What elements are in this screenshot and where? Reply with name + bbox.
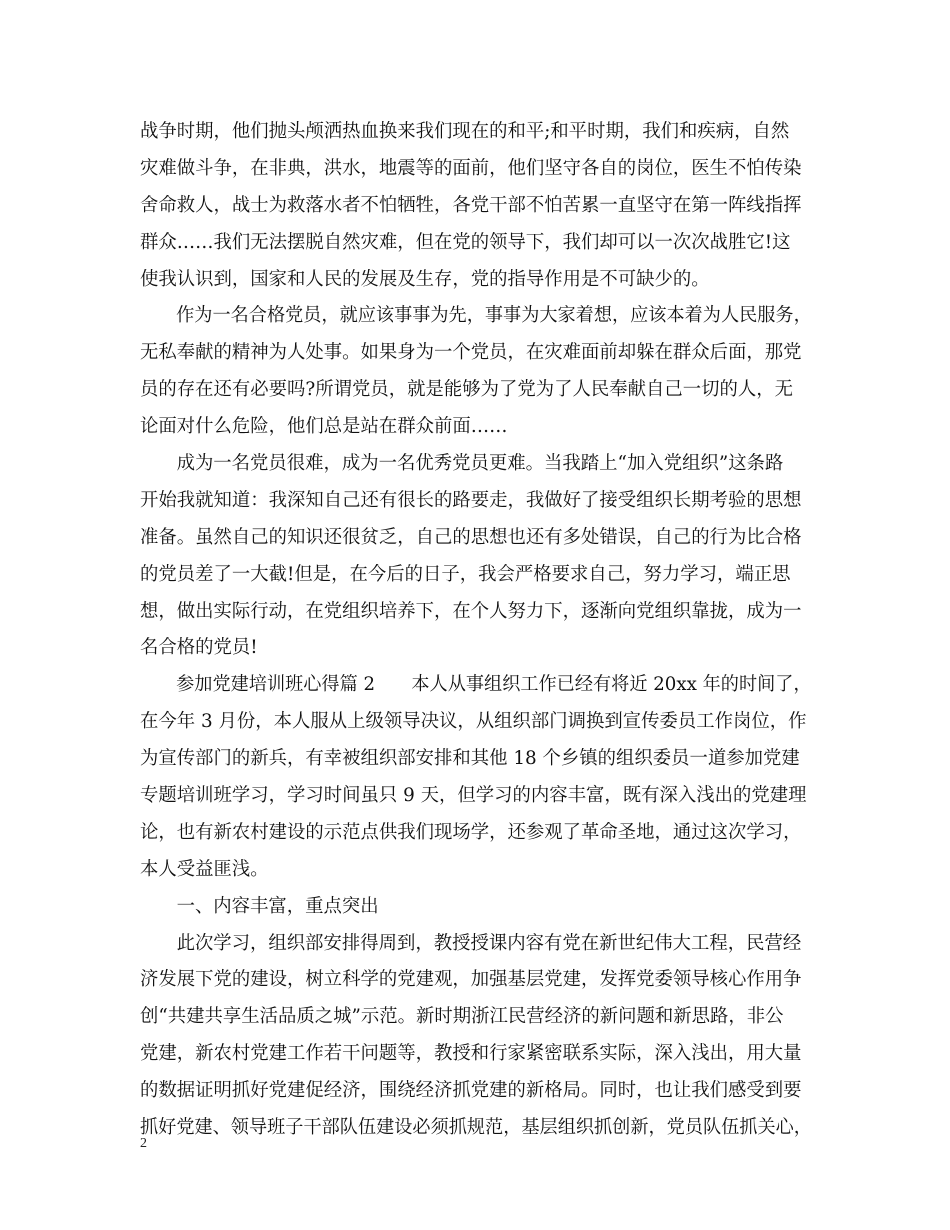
text-line: 战争时期，他们抛头颅洒热血换来我们现在的和平;和平时期，我们和疾病，自然 bbox=[140, 121, 790, 142]
text-line: 群众……我们无法摆脱自然灾难，但在党的领导下，我们却可以一次次战胜它!这 bbox=[140, 231, 791, 253]
text-line: 专题培训班学习，学习时间虽只 9 天，但学习的内容丰富，既有深入浅出的党建理 bbox=[140, 785, 807, 807]
text-line: 使我认识到，国家和人民的发展及生存，党的指导作用是不可缺少的。 bbox=[140, 268, 710, 290]
text-line: 创“共建共享生活品质之城”示范。新时期浙江民营经济的新问题和新思路，非公 bbox=[140, 1006, 784, 1028]
text-line: 作为一名合格党员，就应该事事为先，事事为大家着想，应该本着为人民服务， bbox=[176, 305, 812, 327]
text-line: 的数据证明抓好党建促经济，围绕经济抓党建的新格局。同时，也让我们感受到要 bbox=[140, 1080, 802, 1102]
text-line: 开始我就知道：我深知自己还有很长的路要走，我做好了接受组织长期考验的思想 bbox=[140, 489, 802, 511]
text-line: 论，也有新农村建设的示范点供我们现场学，还参观了革命圣地，通过这次学习， bbox=[140, 821, 802, 843]
text-line: 为宣传部门的新兵，有幸被组织部安排和其他 18 个乡镇的组织委员一道参加党建 bbox=[140, 748, 800, 770]
text-line: 准备。虽然自己的知识还很贫乏，自己的思想也还有多处错误，自己的行为比合格 bbox=[140, 526, 802, 548]
text-line: 名合格的党员! bbox=[140, 637, 258, 659]
text-line: 党建，新农村党建工作若干问题等，教授和行家紧密联系实际，深入浅出，用大量 bbox=[140, 1043, 802, 1065]
text-line: 员的存在还有必要吗?所谓党员，就是能够为了党为了人民奉献自己一切的人，无 bbox=[140, 379, 793, 401]
text-line: 本人受益匪浅。 bbox=[140, 858, 269, 880]
text-line: 在今年 3 月份，本人服从上级领导决议，从组织部门调换到宣传委员工作岗位，作 bbox=[140, 711, 807, 733]
text-line: 舍命救人，战士为救落水者不怕牺牲，各党干部不怕苦累一直坚守在第一阵线指挥 bbox=[140, 194, 802, 216]
text-line: 此次学习，组织部安排得周到，教授授课内容有党在新世纪伟大工程，民营经 bbox=[176, 932, 802, 954]
text-line: 济发展下党的建设，树立科学的党建观，加强基层党建，发挥党委领导核心作用争 bbox=[140, 969, 802, 991]
body-text bbox=[140, 114, 820, 1147]
text-line: 一、内容丰富，重点突出 bbox=[176, 895, 379, 917]
text-line: 灾难做斗争，在非典，洪水，地震等的面前，他们坚守各自的岗位，医生不怕传染 bbox=[140, 157, 802, 179]
text-line: 论面对什么危险，他们总是站在群众前面…… bbox=[140, 416, 508, 438]
page-number: 2 bbox=[140, 1136, 147, 1151]
text-line: 抓好党建、领导班子干部队伍建设必须抓规范，基层组织抓创新，党员队伍抓关心， bbox=[140, 1117, 812, 1139]
text-line: 参加党建培训班心得篇 2 本人从事组织工作已经有将近 20xx 年的时间了， bbox=[176, 674, 812, 696]
text-line: 的党员差了一大截!但是，在今后的日子，我会严格要求自己，努力学习，端正思 bbox=[140, 563, 791, 585]
text-line: 无私奉献的精神为人处事。如果身为一个党员，在灾难面前却躲在群众后面，那党 bbox=[140, 342, 802, 364]
text-line: 成为一名党员很难，成为一名优秀党员更难。当我踏上“加入党组织”这条路 bbox=[176, 453, 784, 475]
text-line: 想，做出实际行动，在党组织培养下，在个人努力下，逐渐向党组织靠拢，成为一 bbox=[140, 600, 802, 622]
